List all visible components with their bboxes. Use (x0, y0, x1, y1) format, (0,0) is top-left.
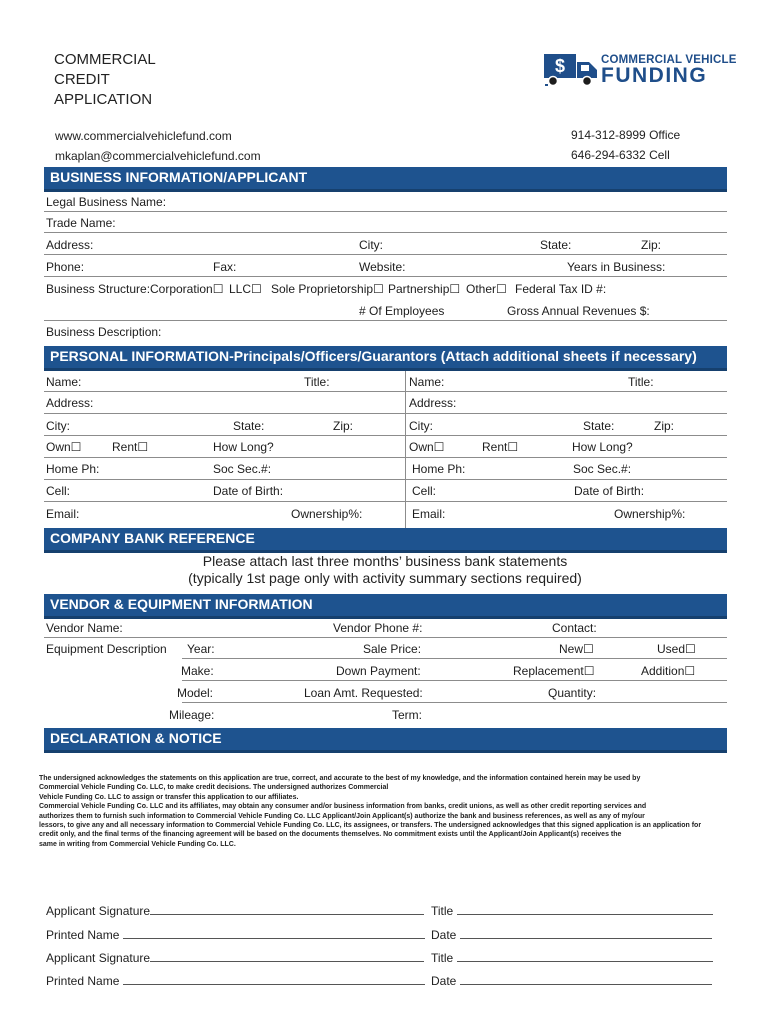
vendor-section-header: VENDOR & EQUIPMENT INFORMATION (44, 594, 727, 619)
bank-section-header: COMPANY BANK REFERENCE (44, 528, 727, 553)
term-label: Term: (392, 708, 422, 722)
addition-checkbox[interactable]: Addition☐ (641, 664, 696, 678)
applicant-signature-field-1[interactable]: Applicant Signature (46, 903, 424, 918)
principal2-email-label: Email: (412, 507, 446, 521)
logo-text-top: COMMERCIAL VEHICLE (601, 54, 737, 66)
legal-name-label: Legal Business Name: (46, 195, 167, 209)
bank-note-line1: Please attach last three months’ business bank statements (202, 553, 568, 569)
title-field-2[interactable]: Title (431, 950, 713, 965)
divider (44, 413, 727, 414)
sale-price-label: Sale Price: (363, 642, 422, 656)
down-payment-label: Down Payment: (336, 664, 421, 678)
tax-id-label: Federal Tax ID #: (515, 282, 607, 296)
used-checkbox[interactable]: Used☐ (657, 642, 696, 656)
principal1-name-label: Name: (46, 375, 82, 389)
model-label: Model: (177, 686, 214, 700)
principal2-ssn-label: Soc Sec.#: (573, 462, 632, 476)
zip-label: Zip: (641, 238, 662, 252)
principal2-dob-label: Date of Birth: (574, 484, 645, 498)
partnership-checkbox[interactable]: Partnership☐ (388, 282, 461, 296)
equipment-description-label: Equipment Description (46, 642, 167, 656)
company-logo (543, 50, 737, 90)
divider (44, 232, 727, 233)
date-field-2[interactable]: Date (431, 973, 712, 988)
declaration-text: The undersigned acknowledges the statements on this application are true, correct, and accurate to the best of my knowledge, and the information contained herein may be used by Commercial Vehicle Funding Co. LLC, to make credit decisions. The undersigned authorizes Commercial Vehicle Funding Co. LLC to assign or transfer this application to our affiliates. Commercial Vehicle Funding Co. LLC and its affiliates, may obtain any consumer and/or business information from banks, credit unions, as well as other credit reporting services and authorizes them to furnish such information to Commercial Vehicle Funding Co. LLC Applicant/Join Applicant(s) authorize the bank and business references, as well as any of my/our lessors, to give any and all necessary information to Commercial Vehicle Funding Co. LLC, its assignees, or transfers. The undersigned acknowledges that this signed application is an application for credit only, and the final terms of the financing agreement will be based on the documents themselves. No commitment exists until the Applicant/Join Applicant(s) receives the same in writing from Commercial Vehicle Funding Co. LLC. (39, 775, 702, 848)
principal2-state-label: State: (583, 419, 615, 433)
principal1-cell-label: Cell: (46, 484, 71, 498)
column-divider (405, 371, 406, 528)
divider (44, 479, 727, 480)
divider (182, 702, 727, 703)
other-checkbox[interactable]: Other☐ (466, 282, 507, 296)
principal1-state-label: State: (233, 419, 265, 433)
make-label: Make: (181, 664, 214, 678)
employees-label: # Of Employees (359, 304, 445, 318)
business-section-header: BUSINESS INFORMATION/APPLICANT (44, 167, 727, 192)
principal2-how-long-label: How Long? (572, 440, 633, 454)
principal2-ownership-label: Ownership%: (614, 507, 686, 521)
title-field-1[interactable]: Title (431, 903, 713, 918)
application-title: COMMERCIAL CREDIT APPLICATION (54, 51, 156, 108)
personal-section-header: PERSONAL INFORMATION-Principals/Officers/Guarantors (Attach additional sheets if necessary) (44, 346, 727, 371)
phone-office: 914-312-8999 Office (571, 128, 681, 142)
sole-proprietorship-checkbox[interactable]: Sole Proprietorship☐ (271, 282, 384, 296)
principal2-home-phone-label: Home Ph: (412, 462, 466, 476)
principal2-own-checkbox[interactable]: Own☐ (409, 440, 445, 454)
vendor-phone-label: Vendor Phone #: (333, 621, 423, 635)
principal1-rent-checkbox[interactable]: Rent☐ (112, 440, 149, 454)
replacement-checkbox[interactable]: Replacement☐ (513, 664, 595, 678)
date-field-1[interactable]: Date (431, 927, 712, 942)
structure-label: Business Structure: (46, 282, 151, 296)
principal2-city-label: City: (409, 419, 433, 433)
year-label: Year: (187, 642, 215, 656)
mileage-label: Mileage: (169, 708, 215, 722)
applicant-signature-field-2[interactable]: Applicant Signature (46, 950, 424, 965)
principal2-name-label: Name: (409, 375, 445, 389)
principal2-rent-checkbox[interactable]: Rent☐ (482, 440, 519, 454)
declaration-section-header: DECLARATION & NOTICE (44, 728, 727, 753)
printed-name-line (123, 927, 425, 939)
city-label: City: (359, 238, 383, 252)
phone-cell: 646-294-6332 Cell (571, 148, 670, 162)
divider (44, 276, 727, 277)
principal2-zip-label: Zip: (654, 419, 675, 433)
divider (44, 435, 727, 436)
principal2-title-label: Title: (628, 375, 654, 389)
principal1-zip-label: Zip: (333, 419, 354, 433)
printed-name-field-2[interactable]: Printed Name (46, 973, 425, 988)
website-label: Website: (359, 260, 406, 274)
printed-name-field-1[interactable]: Printed Name (46, 927, 425, 942)
revenue-label: Gross Annual Revenues $: (507, 304, 650, 318)
date-line (460, 973, 712, 985)
description-label: Business Description: (46, 325, 162, 339)
loan-amount-label: Loan Amt. Requested: (304, 686, 423, 700)
quantity-label: Quantity: (548, 686, 597, 700)
principal1-ssn-label: Soc Sec.#: (213, 462, 272, 476)
title-line (457, 950, 713, 962)
principal1-title-label: Title: (304, 375, 330, 389)
signature-line (150, 903, 424, 915)
corporation-checkbox[interactable]: Corporation☐ (150, 282, 224, 296)
vendor-name-label: Vendor Name: (46, 621, 123, 635)
divider (182, 658, 727, 659)
principal2-cell-label: Cell: (412, 484, 437, 498)
divider (44, 254, 727, 255)
date-line (460, 927, 712, 939)
divider (182, 680, 727, 681)
state-label: State: (540, 238, 572, 252)
principal2-address-label: Address: (409, 396, 457, 410)
contact-label: Contact: (552, 621, 597, 635)
llc-checkbox[interactable]: LLC☐ (229, 282, 262, 296)
principal1-ownership-label: Ownership%: (291, 507, 363, 521)
trade-name-label: Trade Name: (46, 216, 116, 230)
principal1-own-checkbox[interactable]: Own☐ (46, 440, 82, 454)
website-link[interactable]: www.commercialvehiclefund.com (55, 129, 232, 143)
address-label: Address: (46, 238, 94, 252)
principal1-email-label: Email: (46, 507, 80, 521)
divider (44, 637, 727, 638)
signature-line (150, 950, 424, 962)
phone-label: Phone: (46, 260, 85, 274)
principal1-dob-label: Date of Birth: (213, 484, 284, 498)
principal1-address-label: Address: (46, 396, 94, 410)
divider (44, 457, 727, 458)
principal1-home-phone-label: Home Ph: (46, 462, 100, 476)
years-label: Years in Business: (567, 260, 666, 274)
logo-text-bottom: FUNDING (601, 64, 708, 87)
printed-name-line (123, 973, 425, 985)
title-line (457, 903, 713, 915)
divider (44, 211, 727, 212)
email-link[interactable]: mkaplan@commercialvehiclefund.com (55, 149, 261, 163)
principal1-city-label: City: (46, 419, 70, 433)
dollar-truck-icon (543, 50, 601, 90)
svg-text:$: $ (554, 56, 566, 76)
divider (44, 391, 727, 392)
bank-note-line2: (typically 1st page only with activity summary sections required) (188, 570, 582, 586)
principal1-how-long-label: How Long? (213, 440, 274, 454)
fax-label: Fax: (213, 260, 237, 274)
divider (44, 320, 727, 321)
new-checkbox[interactable]: New☐ (559, 642, 594, 656)
divider (44, 501, 727, 502)
